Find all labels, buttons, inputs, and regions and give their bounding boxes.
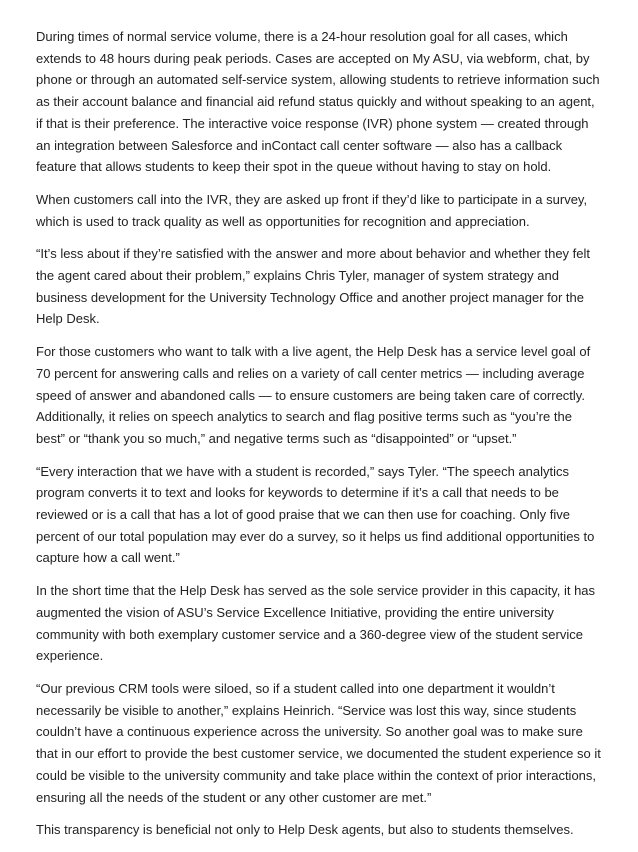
paragraph-ivr-survey: When customers call into the IVR, they are asked up front if they’d like to participate in a survey, which is used to track quality as well as opportunities for recognition and appreciation. xyxy=(36,191,588,229)
paragraph-resolution-goals: During times of normal service volume, there is a 24-hour resolution goal for all cases, which extends to 48 hours during peak periods. Cases are accepted on My ASU, via webform, chat, by phone or through an automated self-service system, allowing students to retrieve information such as their account balance and financial aid refund status quickly and without speaking to an agent, if that is their preference. The interactive voice response (IVR) phone system — created through an integration between Salesforce and inContact call center software — also has a callback feature that allows students to keep their spot in the queue without having to stay on hold. xyxy=(36,29,600,175)
paragraph-heinrich-quote: “Our previous CRM tools were siloed, so if a student called into one department it wouldn’t necessarily be visible to another,” explains Heinrich. “Service was lost this way, since students couldn’t have a continuous experience across the university. So another goal was to make sure that in our effort to provide the best customer service, we documented the student experience so it could be visible to the university community and take place within the context of prior interactions, ensuring all the needs of the student or any other customer are met.” xyxy=(36,680,601,805)
paragraph-transparency: This transparency is beneficial not only to Help Desk agents, but also to students themselves. xyxy=(36,822,574,838)
paragraph-service-excellence: In the short time that the Help Desk has served as the sole service provider in this capacity, it has augmented the vision of ASU’s Service Excellence Initiative, providing the entire university community with both exemplary customer service and a 360-degree view of the student service experience. xyxy=(36,583,596,664)
paragraph-speech-analytics-quote: “Every interaction that we have with a student is recorded,” says Tyler. “The speech analytics program converts it to text and looks for keywords to determine if it’s a call that needs to be reviewed or is a call that has a lot of good praise that we can then use for coaching. Only five percent of our total population may ever do a survey, so it helps us find additional opportunities to capture how a call went.” xyxy=(36,463,595,566)
document-body xyxy=(36,26,604,852)
paragraph-tyler-quote: “It’s less about if they’re satisfied with the answer and more about behavior and whether they felt the agent cared about their problem,” explains Chris Tyler, manager of system strategy and business development for the University Technology Office and another project manager for the Help Desk. xyxy=(36,246,591,327)
paragraph-live-agent-metrics: For those customers who want to talk with a live agent, the Help Desk has a service level goal of 70 percent for answering calls and relies on a variety of call center metrics — including average speed of answer and abandoned calls — to ensure customers are being taken care of correctly. Additionally, it relies on speech analytics to search and flag positive terms such as “you’re the best” or “thank you so much,” and negative terms such as “disappointed” or “upset.” xyxy=(36,344,591,446)
